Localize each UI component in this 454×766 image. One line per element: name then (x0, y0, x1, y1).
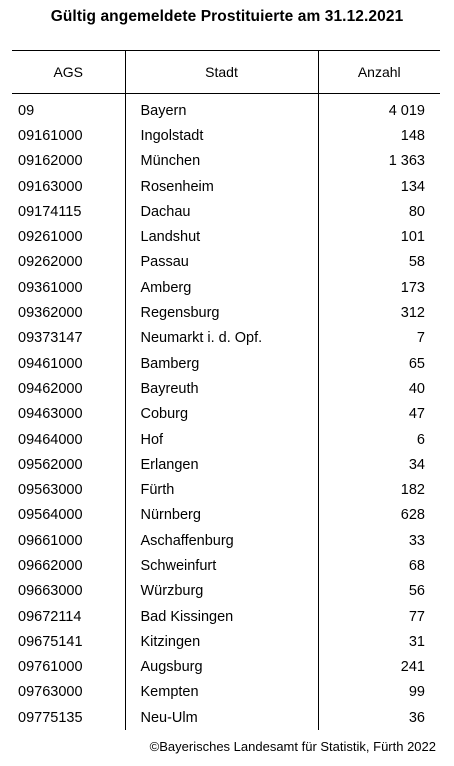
ags-cell: 09161000 (12, 123, 125, 148)
anzahl-cell: 101 (400, 229, 425, 246)
anzahl-cell: 56 (408, 583, 425, 600)
ags-cell: 09662000 (12, 553, 125, 578)
anzahl-cell: 58 (408, 254, 425, 271)
ags-cell: 09261000 (12, 224, 125, 249)
stadt-cell: Rosenheim (125, 174, 318, 199)
ags-cell: 09461000 (12, 351, 125, 376)
stadt-cell: Nürnberg (125, 503, 318, 528)
stadt-cell: Ingolstadt (125, 123, 318, 148)
stadt-cell: Augsburg (125, 655, 318, 680)
ags-cell: 09672114 (12, 604, 125, 629)
table-row (12, 300, 440, 325)
table-row (12, 351, 440, 376)
data-table (12, 50, 440, 730)
stadt-cell: Dachau (125, 199, 318, 224)
stadt-cell: Neu-Ulm (125, 705, 318, 730)
table-row (12, 199, 440, 224)
ags-cell: 09373147 (12, 326, 125, 351)
table-row (12, 224, 440, 249)
table-row (12, 149, 440, 174)
table-row (12, 553, 440, 578)
stadt-cell: Bayreuth (125, 376, 318, 401)
table-row (12, 579, 440, 604)
anzahl-cell: 134 (400, 178, 425, 195)
ags-cell: 09462000 (12, 376, 125, 401)
column-header-ags: AGS (12, 51, 125, 94)
anzahl-cell: 4 019 (388, 102, 425, 119)
table-row (12, 94, 440, 124)
table-row (12, 275, 440, 300)
ags-cell: 09562000 (12, 452, 125, 477)
anzahl-cell: 1 363 (388, 153, 425, 170)
stadt-cell: Bamberg (125, 351, 318, 376)
ags-cell: 09463000 (12, 402, 125, 427)
anzahl-cell: 628 (400, 507, 425, 524)
table-title: Gültig angemeldete Prostituierte am 31.12.2021 (50, 8, 404, 25)
table-row (12, 402, 440, 427)
ags-cell: 09464000 (12, 427, 125, 452)
ags-cell: 09 (12, 94, 125, 124)
table-body (12, 94, 440, 731)
stadt-cell: Fürth (125, 477, 318, 502)
table-row (12, 123, 440, 148)
table-row (12, 376, 440, 401)
ags-cell: 09163000 (12, 174, 125, 199)
anzahl-cell: 173 (400, 279, 425, 296)
stadt-cell: Erlangen (125, 452, 318, 477)
column-header-anzahl: Anzahl (357, 64, 401, 80)
anzahl-cell: 77 (408, 608, 425, 625)
ags-cell: 09661000 (12, 528, 125, 553)
ags-cell: 09775135 (12, 705, 125, 730)
stadt-cell: Kitzingen (125, 629, 318, 654)
stadt-cell: Aschaffenburg (125, 528, 318, 553)
anzahl-cell: 34 (408, 456, 425, 473)
anzahl-cell: 99 (408, 684, 425, 701)
stadt-cell: Bayern (125, 94, 318, 124)
table-row (12, 452, 440, 477)
anzahl-cell: 312 (400, 305, 425, 322)
anzahl-cell: 6 (416, 431, 425, 448)
ags-cell: 09162000 (12, 149, 125, 174)
anzahl-cell: 47 (408, 406, 425, 423)
ags-cell: 09174115 (12, 199, 125, 224)
anzahl-cell: 31 (408, 633, 425, 650)
table-row (12, 174, 440, 199)
anzahl-cell: 7 (416, 330, 425, 347)
stadt-cell: Landshut (125, 224, 318, 249)
table-row (12, 705, 440, 730)
stadt-cell: München (125, 149, 318, 174)
stadt-cell: Passau (125, 250, 318, 275)
anzahl-cell: 80 (408, 203, 425, 220)
table-row (12, 427, 440, 452)
ags-cell: 09663000 (12, 579, 125, 604)
column-header-stadt: Stadt (125, 51, 318, 94)
table-row (12, 528, 440, 553)
ags-cell: 09362000 (12, 300, 125, 325)
table-row (12, 680, 440, 705)
stadt-cell: Würzburg (125, 579, 318, 604)
copyright-footer: ©Bayerisches Landesamt für Statistik, Fürth 2022 (149, 739, 436, 754)
ags-cell: 09564000 (12, 503, 125, 528)
anzahl-cell: 148 (400, 127, 425, 144)
header-row (12, 51, 440, 94)
anzahl-cell: 65 (408, 355, 425, 372)
ags-cell: 09361000 (12, 275, 125, 300)
stadt-cell: Regensburg (125, 300, 318, 325)
anzahl-cell: 68 (408, 557, 425, 574)
anzahl-cell: 40 (408, 380, 425, 397)
stadt-cell: Bad Kissingen (125, 604, 318, 629)
ags-cell: 09675141 (12, 629, 125, 654)
stadt-cell: Schweinfurt (125, 553, 318, 578)
table-row (12, 655, 440, 680)
stadt-cell: Kempten (125, 680, 318, 705)
stadt-cell: Neumarkt i. d. Opf. (125, 326, 318, 351)
table-row (12, 477, 440, 502)
table-row (12, 629, 440, 654)
table-row (12, 250, 440, 275)
stadt-cell: Coburg (125, 402, 318, 427)
anzahl-cell: 182 (400, 482, 425, 499)
stadt-cell: Hof (125, 427, 318, 452)
anzahl-cell: 36 (408, 709, 425, 726)
table-row (12, 604, 440, 629)
table-row (12, 326, 440, 351)
anzahl-cell: 241 (400, 659, 425, 676)
stadt-cell: Amberg (125, 275, 318, 300)
ags-cell: 09763000 (12, 680, 125, 705)
ags-cell: 09761000 (12, 655, 125, 680)
anzahl-cell: 33 (408, 532, 425, 549)
ags-cell: 09262000 (12, 250, 125, 275)
ags-cell: 09563000 (12, 477, 125, 502)
table-row (12, 503, 440, 528)
